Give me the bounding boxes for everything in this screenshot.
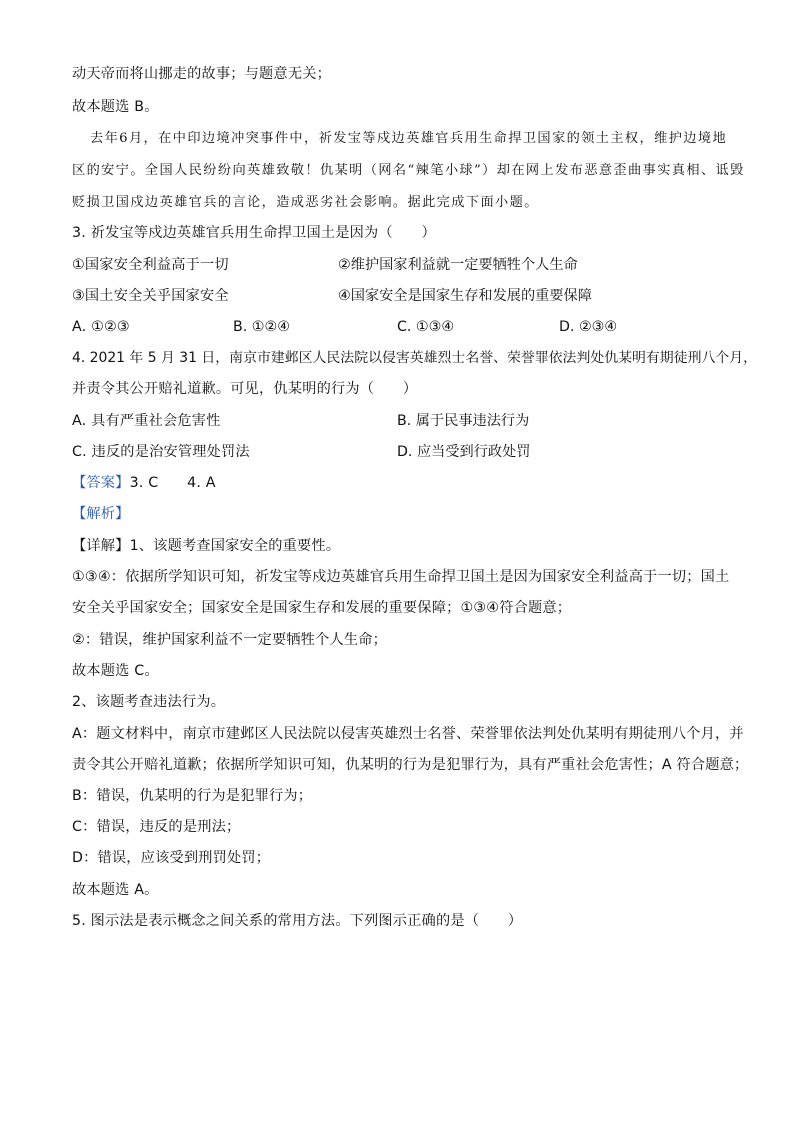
passage-line: 贬损卫国戍边英雄官兵的言论，造成恶劣社会影响。据此完成下面小题。 bbox=[72, 195, 539, 210]
q3-statement-3: ③国土安全关乎国家安全 bbox=[72, 288, 229, 304]
explanation-line: B：错误，仇某明的行为是犯罪行为； bbox=[72, 788, 313, 804]
answer-value: 3. C 4. A bbox=[129, 475, 216, 491]
explanation-line: ②：错误，维护国家利益不一定要牺牲个人生命； bbox=[72, 632, 388, 648]
text-line: 动天帝而将山挪走的故事；与题意无关； bbox=[72, 66, 331, 82]
q3-statement-4: ④国家安全是国家生存和发展的重要保障 bbox=[338, 288, 592, 304]
text-line: 故本题选 B。 bbox=[72, 99, 159, 115]
q4-option-d: D. 应当受到行政处罚 bbox=[397, 444, 531, 460]
explanation-line: 2、该题考查违法行为。 bbox=[72, 694, 226, 710]
explanation-line: A：题文材料中，南京市建邺区人民法院以侵害英雄烈士名誉、荣誉罪依法判处仇某明有期徒刑八个月，并 bbox=[72, 726, 744, 742]
q3-option-c: C. ①③④ bbox=[397, 319, 455, 335]
explanation-line: ①③④：依据所学知识可知，祈发宝等戍边英雄官兵用生命捍卫国土是因为国家安全利益高于一切；国土 bbox=[72, 569, 730, 585]
answer-tag: 【答案】 bbox=[72, 475, 130, 491]
question-5-stem: 5. 图示法是表示概念之间关系的常用方法。下列图示正确的是（ ） bbox=[72, 913, 523, 929]
q3-statement-2: ②维护国家利益就一定要牺牲个人生命 bbox=[338, 257, 578, 273]
question-4-stem: 4. 2021 年 5 月 31 日，南京市建邺区人民法院以侵害英雄烈士名誉、荣誉罪依法判处仇某明有期徒刑八个月， bbox=[72, 350, 758, 366]
q4-option-a: A. 具有严重社会危害性 bbox=[72, 413, 221, 429]
analysis-line bbox=[72, 504, 130, 524]
q3-statement-1: ①国家安全利益高于一切 bbox=[72, 257, 229, 273]
explanation-line: 故本题选 C。 bbox=[72, 663, 159, 679]
analysis-tag: 【解析】 bbox=[72, 506, 130, 522]
passage-line: 区的安宁。全国人民纷纷向英雄致敬！仇某明（网名“辣笔小球”）却在网上发布恶意歪曲事实真相、诋毁 bbox=[72, 163, 745, 178]
explanation-line: 责令其公开赔礼道歉；依据所学知识可知，仇某明的行为是犯罪行为，具有严重社会危害性；A 符合题意； bbox=[72, 757, 749, 773]
question-4-stem-cont: 并责令其公开赔礼道歉。可见，仇某明的行为（ ） bbox=[72, 381, 418, 397]
question-3-stem: 3. 祈发宝等戍边英雄官兵用生命捍卫国土是因为（ ） bbox=[72, 225, 436, 241]
explanation-line: 安全关乎国家安全；国家安全是国家生存和发展的重要保障；①③④符合题意； bbox=[72, 600, 572, 616]
detail-text: 1、该题考查国家安全的重要性。 bbox=[129, 538, 341, 554]
q3-option-d: D. ②③④ bbox=[559, 319, 618, 335]
q4-option-c: C. 违反的是治安管理处罚法 bbox=[72, 444, 250, 460]
explanation-line: 故本题选 A。 bbox=[72, 882, 159, 898]
answer-line bbox=[72, 473, 216, 493]
q4-option-b: B. 属于民事违法行为 bbox=[397, 413, 530, 429]
q3-option-b: B. ①②④ bbox=[233, 319, 290, 335]
detail-line bbox=[72, 536, 340, 556]
q3-option-a: A. ①②③ bbox=[72, 319, 130, 335]
explanation-line: D：错误，应该受到刑罚处罚； bbox=[72, 850, 271, 866]
passage-line: 去年6月，在中印边境冲突事件中，祈发宝等戍边英雄官兵用生命捍卫国家的领土主权，维护边境地 bbox=[90, 131, 728, 146]
detail-tag: 【详解】 bbox=[72, 538, 130, 554]
explanation-line: C：错误，违反的是刑法； bbox=[72, 819, 241, 835]
